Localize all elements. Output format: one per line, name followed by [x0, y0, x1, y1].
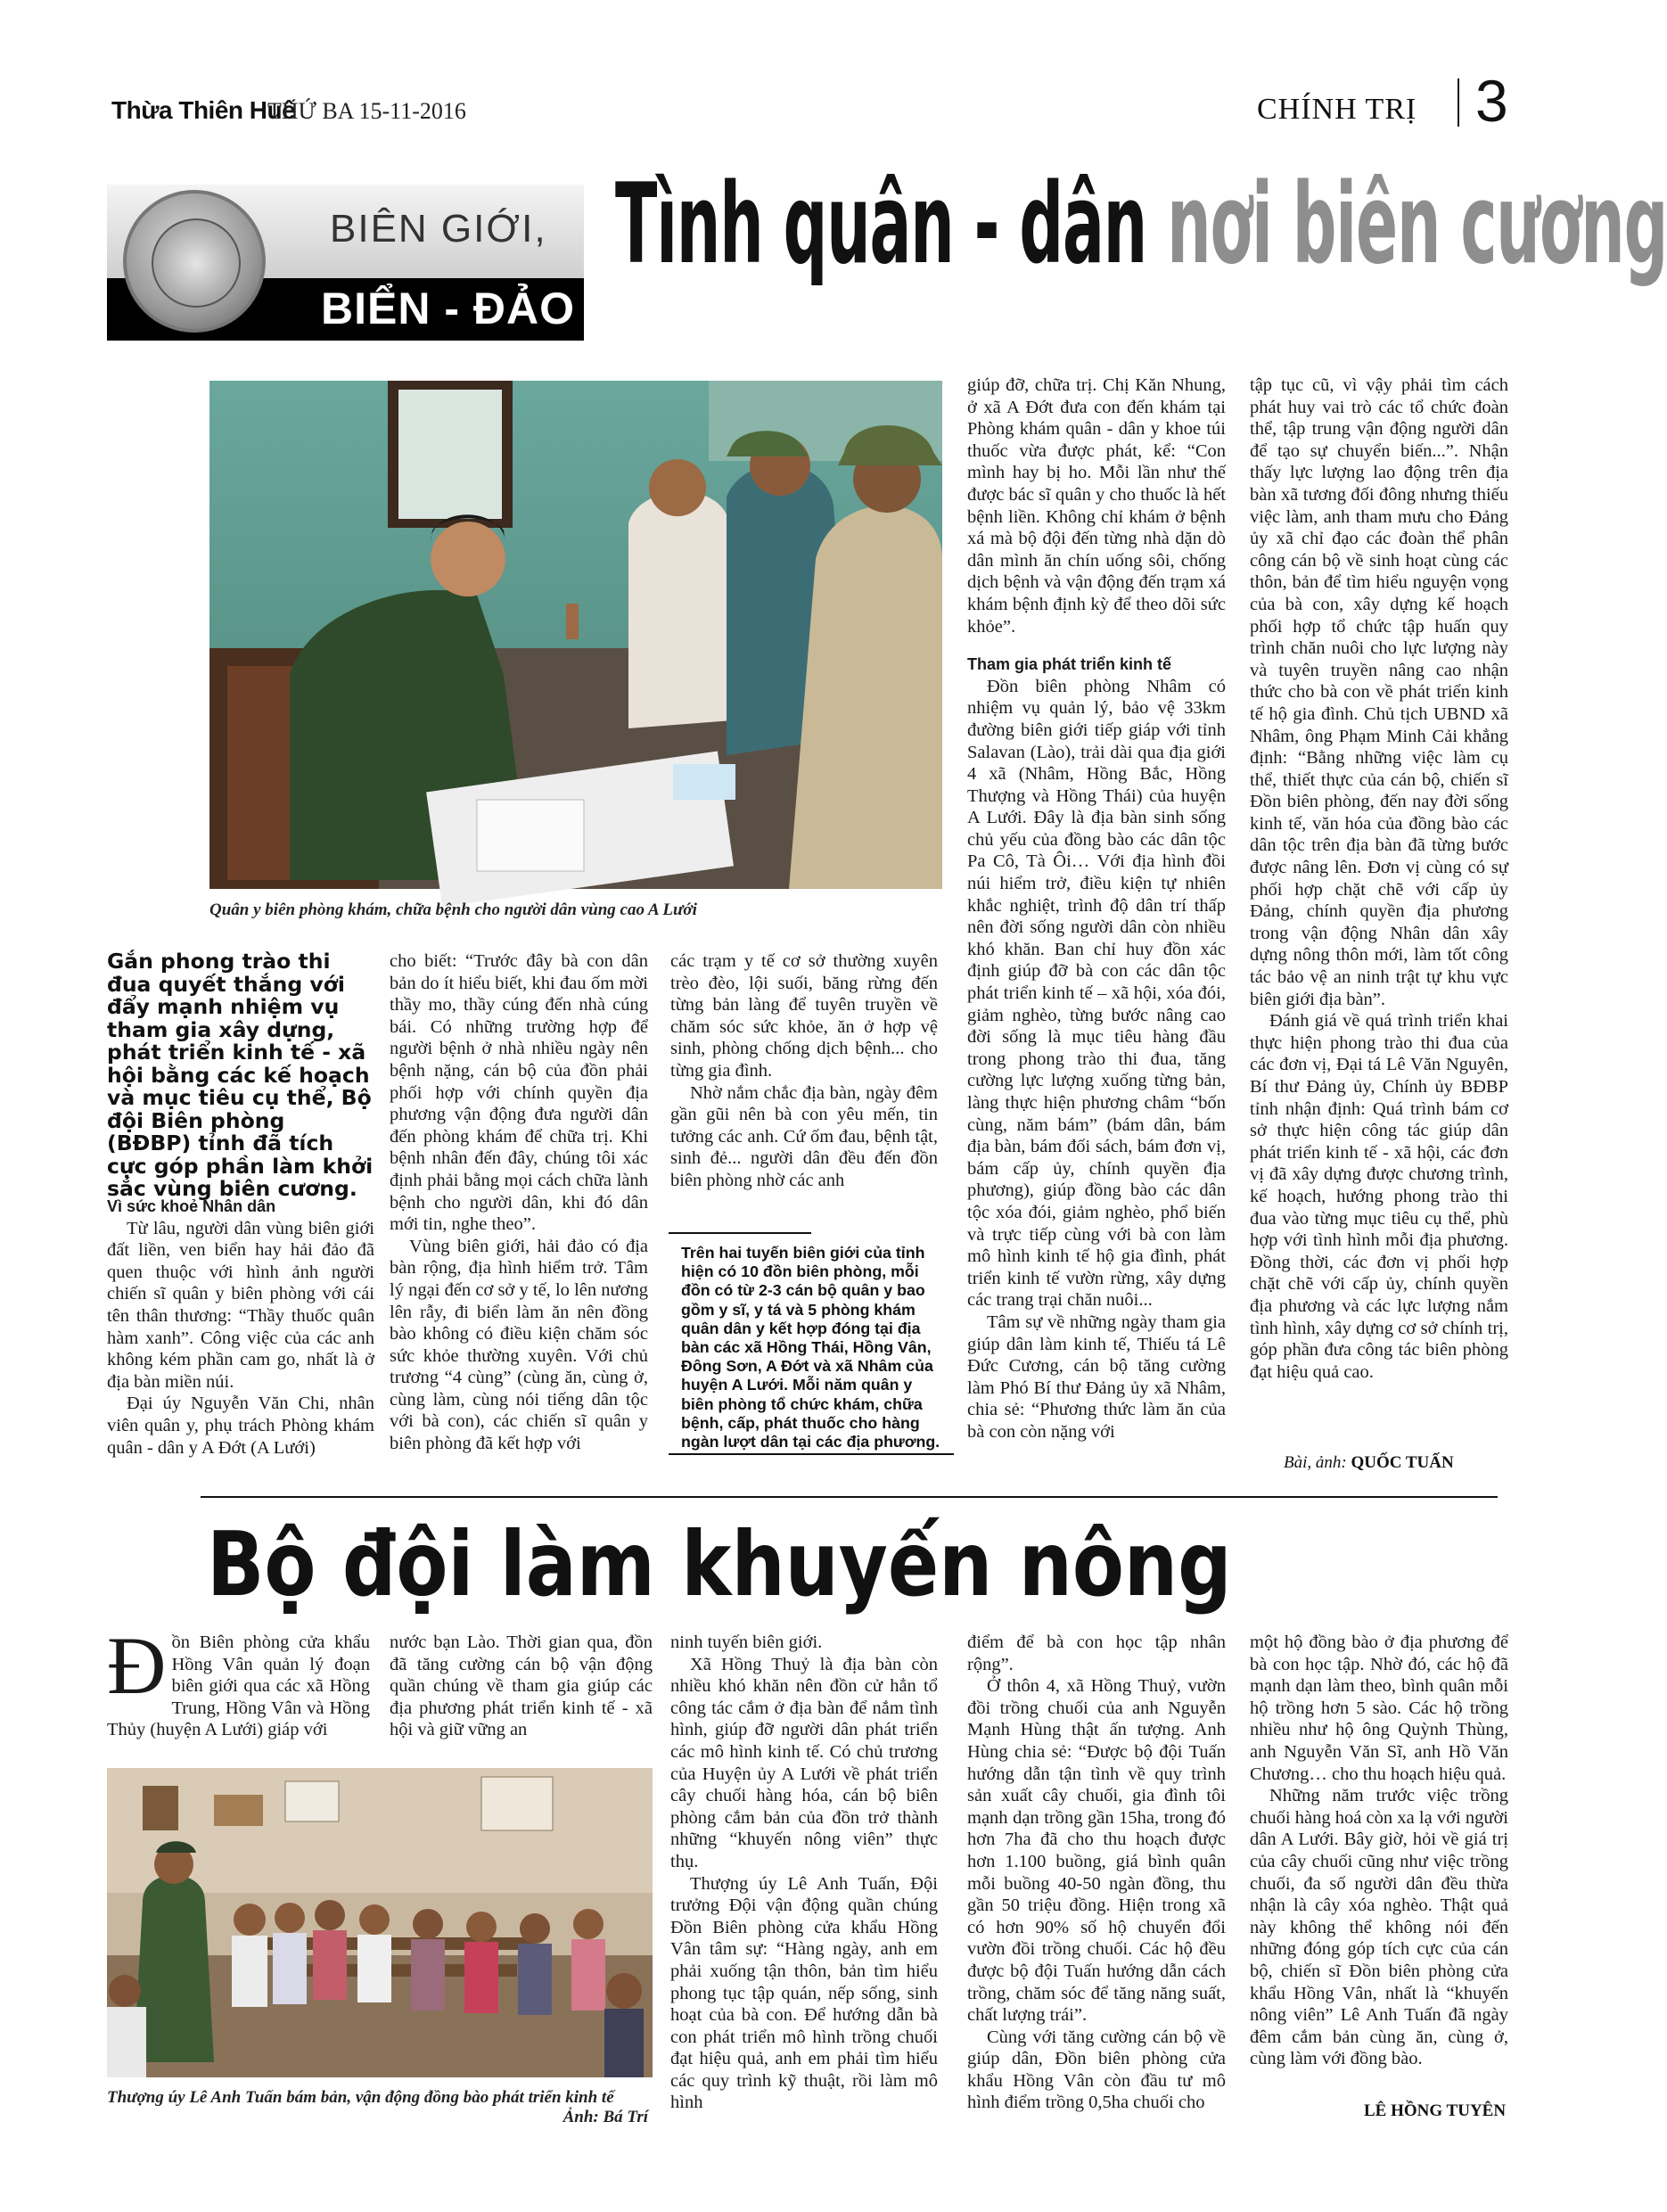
article2-title: Bộ đội làm khuyến nông	[207, 1512, 1232, 1616]
article2-column2	[390, 1632, 653, 1741]
banner-line2: BIỂN - ĐẢO	[321, 284, 575, 333]
article2-column5	[1250, 1632, 1508, 2070]
paragraph: ninh tuyến biên giới.	[670, 1632, 823, 1652]
article1-byline	[1284, 1453, 1454, 1473]
paragraph: Cùng với tăng cường cán bộ về giúp dân, Đồn biên phòng cửa khẩu Hồng Vân còn đầu tư mô hình điểm trồng 0,5ha chuối cho	[967, 2027, 1226, 2113]
paragraph: cho biết: “Trước đây bà con dân bản do ít hiểu biết, khi đau ốm mời thầy mo, thầy cúng đến nhà cúng bái. Có những trường hợp để người bệnh ở nhà nhiều ngày nên bệnh nặng, cán bộ của đồn phải phối hợp với chính quyền địa phương vận động đưa người dân đến phòng khám để chữa trị. Khi bệnh nhân đến đây, chúng tôi xác định phải bằng mọi cách chữa lành bệnh cho người dân, khi đó dân mới tin, nghe theo”.	[390, 951, 648, 1235]
article1-column1	[107, 1190, 374, 1459]
paragraph	[107, 1620, 370, 1741]
header-rule	[1458, 78, 1459, 127]
photo-credit	[107, 2108, 653, 2127]
dropcap: Đ	[107, 1620, 167, 1711]
section-banner	[107, 185, 584, 341]
article2-column1	[107, 1620, 370, 1741]
page-number: 3	[1475, 68, 1508, 134]
subheading-health: Vì sức khoẻ Nhân dân	[107, 1197, 276, 1215]
paragraph: Xã Hồng Thuỷ là địa bàn còn nhiều khó khăn nên đồn cử hẳn tổ công tác cắm ở địa bàn để nắm tình hình, giúp đỡ người dân phát triển các mô hình kinh tế. Có chủ trương của Huyện ủy A Lưới về phát triển cây chuối hàng hóa, cán bộ biên phòng cắm bản của đồn trở thành những “khuyến nông viên” thực thụ.	[670, 1654, 938, 1871]
border-guard-emblem-icon	[123, 190, 266, 333]
box-rule-bottom	[669, 1453, 954, 1455]
subheading-economy: Tham gia phát triển kinh tế	[967, 655, 1172, 674]
box-rule-top	[669, 1232, 811, 1234]
paper-name: Thừa Thiên Huế	[111, 96, 296, 124]
title-part1: Tình quân - dân	[615, 160, 1168, 289]
section-name: CHÍNH TRỊ	[1257, 93, 1417, 126]
article-divider	[201, 1496, 1498, 1498]
article1-column4	[967, 374, 1226, 1443]
credit-name: Bá Trí	[603, 2108, 648, 2126]
article1-lede: Gắn phong trào thi đua quyết thắng với đẩy mạnh nhiệm vụ tham gia xây dựng, phát triển kinh tế - xã hội bằng các kế hoạch và mục tiêu cụ thể, Bộ đội Biên phòng (BĐBP) tỉnh đã tích cực góp phần làm khởi sắc vùng biên cương.	[107, 949, 374, 1201]
article2-column3	[670, 1632, 938, 2114]
banner-line1: BIÊN GIỚI,	[330, 207, 547, 251]
paragraph: Từ lâu, người dân vùng biên giới đất liền, ven biển hay hải đảo đã quen thuộc với hình ảnh người chiến sĩ quân y biên phòng với cái tên thân thương: “Thầy thuốc quân hàm xanh”. Công việc của các anh không kém phần cam go, nhất là ở địa bàn miền núi.	[107, 1218, 374, 1392]
paragraph-text: ồn Biên phòng cửa khẩu Hồng Vân quản lý đoạn biên giới qua các xã Hồng Trung, Hồng Vân và Hồng Thủy (huyện A Lưới) giáp với	[107, 1632, 370, 1740]
paragraph: nước bạn Lào. Thời gian qua, đồn đã tăng cường cán bộ vận động quần chúng về tham gia giúp các địa phương phát triển kinh tế - xã hội và giữ vững an	[390, 1632, 653, 1740]
article2-byline: LÊ HỒNG TUYÊN	[1364, 2101, 1507, 2120]
byline-name: QUỐC TUẤN	[1351, 1453, 1454, 1472]
article1-column5	[1250, 374, 1508, 1383]
article2-photo	[107, 1768, 653, 2077]
paragraph: Vùng biên giới, hải đảo có địa bàn rộng, địa hình hiểm trở. Tâm lý ngại đến cơ sở y tế, lo lên nương lên rẫy, đi biển làm ăn nên đồng bào không có điều kiện chăm sóc sức khỏe thường xuyên. Với chủ trương “4 cùng” (cùng ăn, cùng ở, cùng làm, cùng nói tiếng dân tộc với bà con), các chiến sĩ quân y biên phòng đã kết hợp với	[390, 1236, 648, 1454]
article1-column2	[390, 950, 648, 1455]
paragraph: Đại úy Nguyễn Văn Chi, nhân viên quân y, phụ trách Phòng khám quân - dân y A Đớt (A Lưới)	[107, 1394, 374, 1458]
credit-label: Ảnh:	[563, 2108, 604, 2126]
paragraph: tập tục cũ, vì vậy phải tìm cách phát huy vai trò các tổ chức đoàn thể, tập trung vận động người dân để tạo sự chuyển biến...”. Nhận thấy lực lượng lao động trên địa bàn xã tương đối đông nhưng thiếu việc làm, anh tham mưu cho Đảng ủy xã chỉ đạo các đoàn thể phân công cán bộ về sinh hoạt cùng các thôn, bản để tìm hiểu nguyện vọng của bà con, xây dựng kế hoạch phối hợp tổ chức tập huấn quy trình chăn nuôi cho lực lượng này và tuyên truyền nâng cao nhận thức cho bà con về phát triển kinh tế hộ gia đình. Chủ tịch UBND xã Nhâm, ông Phạm Minh Cải khẳng định: “Bằng những việc làm cụ thể, thiết thực của cán bộ, chiến sĩ Đồn biên phòng, đến nay đời sống kinh tế, văn hóa của đồng bào các dân tộc trên địa bàn đã từng bước được nâng lên. Đơn vị cùng có sự phối hợp chặt chẽ với cấp ủy Đảng, chính quyền địa phương trong vận động Nhân dân xây dựng nông thôn mới, làm tốt công tác bảo vệ an ninh trật tự khu vực biên giới địa bàn”.	[1250, 375, 1508, 1009]
emblem-center	[152, 218, 241, 308]
article1-factbox: Trên hai tuyến biên giới của tỉnh hiện có 10 đồn biên phòng, mỗi đồn có từ 2-3 cán bộ quân y bao gồm y sĩ, y tá và 5 phòng khám quân dân y kết hợp đóng tại địa bàn các xã Hồng Thái, Hồng Vân, Đông Sơn, A Đớt và xã Nhâm của huyện A Lưới. Mỗi năm quân y biên phòng tổ chức khám, chữa bệnh, cấp, phát thuốc cho hàng ngàn lượt dân tại các địa phương.	[681, 1244, 940, 1451]
paragraph: giúp đỡ, chữa trị. Chị Kăn Nhung, ở xã A Đớt đưa con đến khám tại Phòng khám quân - dân y khoe túi thuốc vừa được phát, kể: “Con mình hay bị ho. Mỗi lần như thế được bác sĩ quân y cho thuốc là hết bệnh liền. Không chỉ khám ở bệnh xá mà bộ đội đến từng nhà dặn dò dân mình ăn chín uống sôi, chống dịch bệnh và vận động đến trạm xá khám bệnh định kỳ để theo dõi sức khỏe”.	[967, 375, 1226, 637]
paragraph: một hộ đồng bào ở địa phương để bà con học tập. Nhờ đó, các hộ đã mạnh dạn làm theo, bình quân mỗi hộ trồng hơn 5 sào. Các hộ trồng nhiều như hộ ông Quỳnh Thùng, anh Nguyễn Văn Sĩ, anh Hồ Văn Chương… cho thu hoạch hiệu quả.	[1250, 1632, 1508, 1784]
paragraph: điểm để bà con học tập nhân rộng”.	[967, 1632, 1226, 1674]
article1-photo-caption: Quân y biên phòng khám, chữa bệnh cho người dân vùng cao A Lưới	[209, 900, 697, 919]
paragraph: các trạm y tế cơ sở thường xuyên trèo đèo, lội suối, băng rừng đến từng bản làng để tuyên truyền về chăm sóc sức khỏe, ăn ở hợp vệ sinh, phòng chống dịch bệnh... cho từng gia đình.	[670, 951, 938, 1081]
paragraph: Những năm trước việc trồng chuối hàng hoá còn xa lạ với người dân A Lưới. Bây giờ, hỏi về giá trị của cây chuối cũng như việc trồng chuối, đa số người dân đều thừa nhận là cây xóa nghèo. Thật quả này không thể không nói đến những đóng góp tích cực của cán bộ, chiến sĩ Đồn biên phòng cửa khẩu Hồng Vân, nhất là “khuyến nông viên” Lê Anh Tuấn đã ngày đêm cắm bản cùng ăn, cùng ở, cùng làm với đồng bào.	[1250, 1786, 1508, 2069]
article1-title	[615, 160, 1667, 289]
paragraph: Ở thôn 4, xã Hồng Thuỷ, vườn đồi trồng chuối của anh Nguyễn Mạnh Hùng thật ấn tượng. Anh Hùng chia sẻ: “Được bộ đội Tuấn hướng dẫn tận tình về quy trình sản xuất cây chuối, gia đình tôi mạnh dạn trồng gần 15ha, trong đó hơn 7ha đã cho thu hoạch được hơn 1.100 buồng, giá bình quân mỗi buồng 40-50 ngàn đồng, thu gần 50 triệu đồng. Hiện trong xã có hơn 90% số hộ chuyển đổi vườn đồi trồng chuối. Các hộ đều được bộ đội Tuấn hướng dẫn cách trồng, chăm sóc để tăng năng suất, chất lượng trái”.	[967, 1676, 1226, 2026]
paragraph: Tâm sự về những ngày tham gia giúp dân làm kinh tế, Thiếu tá Lê Đức Cương, cán bộ tăng cường làm Phó Bí thư Đảng ủy xã Nhâm, chia sẻ: “Phương thức làm ăn của bà con còn nặng với	[967, 1312, 1226, 1442]
article1-column3	[670, 950, 938, 1192]
article2-photo-caption	[107, 2088, 653, 2127]
article1-photo	[209, 381, 942, 889]
caption-text: Thượng úy Lê Anh Tuấn bám bản, vận động đồng bào phát triển kinh tế	[107, 2088, 614, 2107]
paragraph: Nhờ nắm chắc địa bàn, ngày đêm gần gũi nên bà con yêu mến, tin tưởng các anh. Cứ ốm đau, bệnh tật, sinh đẻ... người dân đều đến đồn biên phòng nhờ các anh	[670, 1082, 938, 1190]
article2-column4	[967, 1632, 1226, 2114]
title-part2: nơi biên cương	[1167, 160, 1667, 289]
byline-label: Bài, ảnh:	[1284, 1453, 1351, 1472]
issue-date: THỨ BA 15-11-2016	[267, 98, 466, 124]
paragraph: Đánh giá về quá trình triển khai thực hiện phong trào thi đua của các đơn vị, Đại tá Lê Văn Nguyên, Bí thư Đảng ủy, Chính ủy BĐBP tỉnh nhận định: Quá trình bám cơ sở thực hiện công tác giúp dân phát triển kinh tế - xã hội, các đơn vị đã xây dựng được chương trình, kế hoạch, hướng phong trào thi đua vào từng mục tiêu cụ thể, phù hợp với tình hình mỗi địa phương. Đồng thời, các đơn vị phối hợp chặt chẽ với cấp ủy, chính quyền địa phương và các lực lượng nắm tình hình, xây dựng cơ sở chính trị, góp phần đưa công tác biên phòng đạt hiệu quả cao.	[1250, 1011, 1508, 1382]
paragraph: Thượng úy Lê Anh Tuấn, Đội trưởng Đội vận động quần chúng Đồn Biên phòng cửa khẩu Hồng Vân tâm sự: “Hàng ngày, anh em phải xuống tận thôn, bản tìm hiểu phong tục tập quán, nếp sống, sinh hoạt của bà con. Để hướng dẫn bà con phát triển mô hình trồng chuối đạt hiệu quả, anh em phải tìm hiểu các quy trình kỹ thuật, rồi làm mô hình	[670, 1873, 938, 2113]
paragraph: Đồn biên phòng Nhâm có nhiệm vụ quản lý, bảo vệ 33km đường biên giới tiếp giáp với tỉnh Salavan (Lào), trải dài qua địa giới 4 xã (Nhâm, Hồng Bắc, Hồng Thượng và Hồng Thái) của huyện A Lưới. Đây là địa bàn sinh sống chủ yếu của đồng bào các dân tộc Pa Cô, Tà Ôi… Với địa hình đồi núi hiểm trở, điều kiện tự nhiên khắc nghiệt, trình độ dân trí thấp nên đời sống người dân còn nhiều khó khăn. Ban chỉ huy đồn xác định giúp đỡ bà con các dân tộc phát triển kinh tế – xã hội, xóa đói, giảm nghèo, từng bước nâng cao đời sống là mục tiêu hàng đầu trong phong trào thi đua, tăng cường lực lượng xuống từng bản, làng thực hiện phương châm “bốn cùng, năm bám” (bám dân, bám địa bàn, bám đối sách, bám đơn vị, bám cấp ủy, chính quyền địa phương), giúp đồng bào các dân tộc xóa đói, giảm nghèo, phổ biến và trực tiếp cùng với bà con làm mô hình kinh tế hộ gia đình, phát triển kinh tế vườn rừng, xây dựng các trang trại chăn nuôi...	[967, 676, 1226, 1311]
